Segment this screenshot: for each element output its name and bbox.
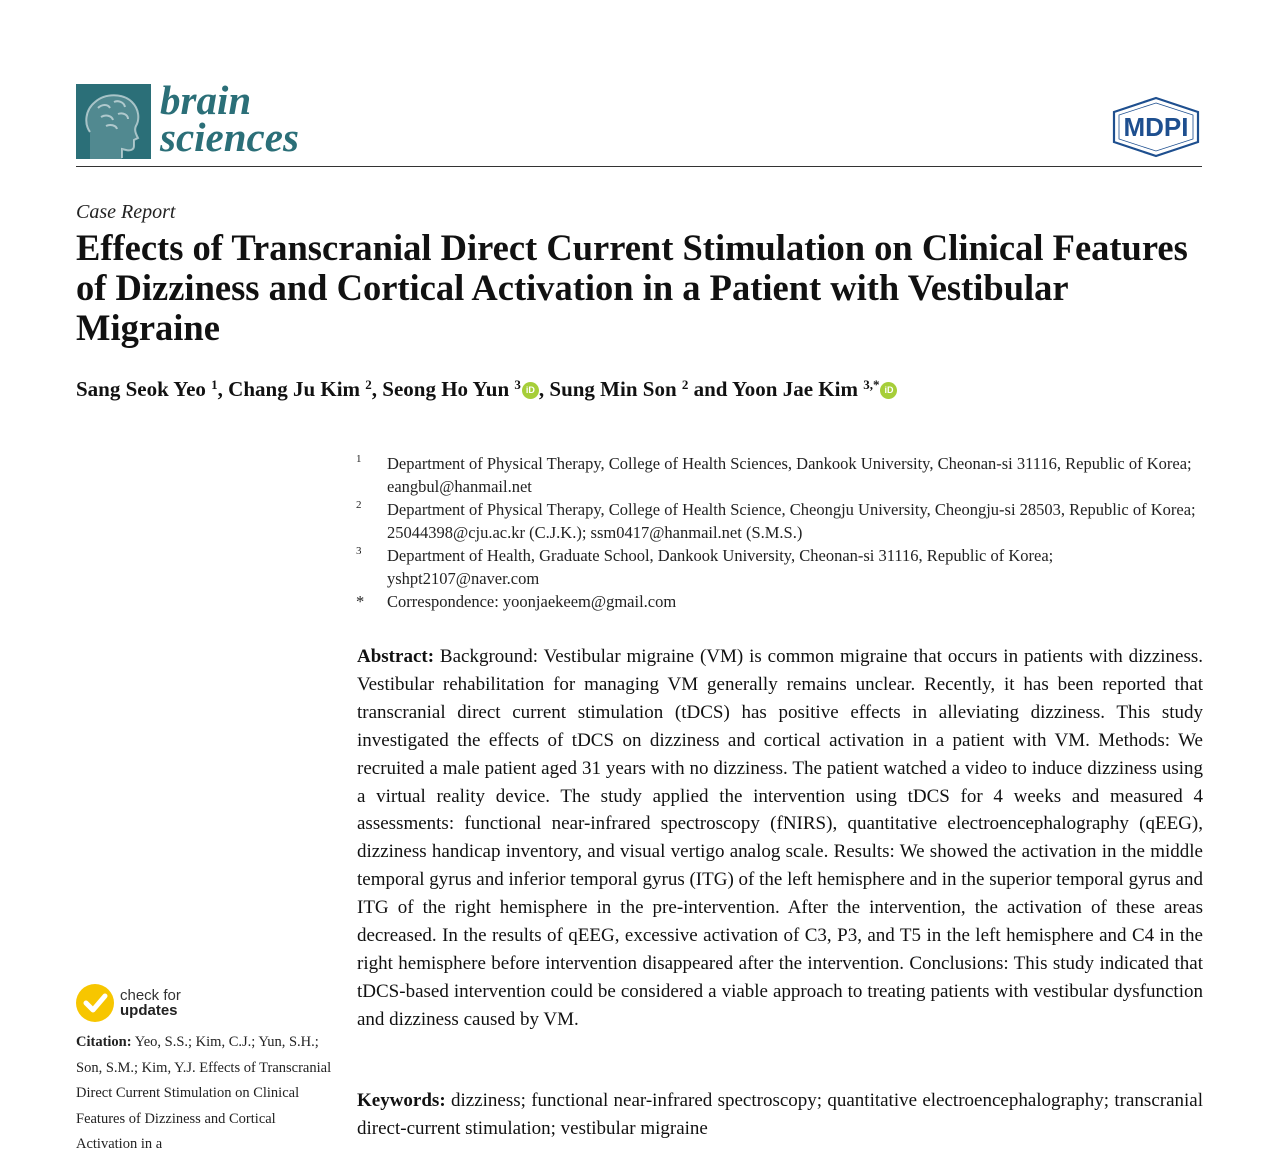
affiliation-item <box>356 452 1206 498</box>
article-title: Effects of Transcranial Direct Current Stimulation on Clinical Features of Dizziness and Cortical Activation in a Patient with Vestibular Migraine <box>76 227 1188 348</box>
orcid-icon[interactable]: iD <box>522 382 539 399</box>
brain-icon <box>76 84 151 159</box>
check-for-updates-button[interactable] <box>76 984 276 1024</box>
keywords-label: Keywords: <box>357 1090 446 1111</box>
correspondence-mark: * <box>356 592 365 611</box>
author-list <box>76 377 1206 402</box>
affiliation-number: 2 <box>356 499 362 511</box>
affiliation-number: 1 <box>356 453 362 465</box>
affiliation-text: Department of Physical Therapy, College of Health Sciences, Dankook University, Cheonan-si 31116, Republic of Korea; eangbul@hanmail.net <box>387 454 1192 496</box>
affiliation-text: Department of Physical Therapy, College of Health Science, Cheongju University, Cheongju-si 28503, Republic of Korea; 25044398@cju.ac.kr (C.J.K.); ssm0417@hanmail.net (S.M.S.) <box>387 500 1196 542</box>
journal-name <box>160 77 299 160</box>
check-for-updates-line2: updates <box>120 1002 178 1019</box>
author-name: Yoon Jae Kim <box>731 377 858 401</box>
affiliation-item <box>356 498 1206 544</box>
correspondence <box>356 590 1206 613</box>
orcid-icon[interactable]: iD <box>880 382 897 399</box>
author-affiliation: 2 <box>365 377 372 392</box>
citation-text: Yeo, S.S.; Kim, C.J.; Yun, S.H.; Son, S.M.; Kim, Y.J. Effects of Transcranial Direct Current Stimulation on Clinical Features of Dizziness and Cortical Activation in a <box>76 1034 332 1152</box>
abstract <box>357 643 1203 1034</box>
affiliation-text: Department of Health, Graduate School, Dankook University, Cheonan-si 31116, Republic of Korea; yshpt2107@naver.com <box>387 546 1054 588</box>
journal-name-line1: brain <box>160 77 252 123</box>
author-name: Sung Min Son <box>549 377 677 401</box>
abstract-text: Background: Vestibular migraine (VM) is common migraine that occurs in patients with dizziness. Vestibular rehabilitation for managing VM generally remains unclear. Recently, it has been reported that transcranial direct current stimulation (tDCS) has positive effects in alleviating dizziness. This study investigated the effects of tDCS on dizziness and cortical activation in a patient with VM. Methods: We recruited a male patient aged 31 years with no dizziness. The patient watched a video to induce dizziness using a virtual reality device. The study applied the intervention using tDCS for 4 weeks and measured 4 assessments: functional near-infrared spectroscopy (fNIRS), quantitative electroencephalography (qEEG), dizziness handicap inventory, and visual vertigo analog scale. Results: We showed the activation in the middle temporal gyrus and inferior temporal gyrus (ITG) of the left hemisphere and in the superior temporal gyrus and ITG of the right hemisphere in the pre-intervention. After the intervention, the activation of these areas decreased. In the results of qEEG, excessive activation of C3, P3, and T5 in the left hemisphere and C4 in the right hemisphere before intervention disappeared after the intervention. Conclusions: This study indicated that tDCS-based intervention could be considered a viable approach to treating patients with vestibular dysfunction and dizziness caused by VM. <box>357 646 1203 1030</box>
journal-name-line2: sciences <box>160 114 299 160</box>
author-name: Sang Seok Yeo <box>76 377 206 401</box>
author-separator: and <box>688 377 732 401</box>
author-separator: , <box>538 377 550 401</box>
check-for-updates-line1: check for <box>120 987 181 1004</box>
keywords <box>357 1087 1203 1143</box>
affiliation-item <box>356 544 1206 590</box>
author-affiliation: 3 <box>514 377 521 392</box>
author-separator: , <box>371 377 383 401</box>
journal-header <box>76 77 1202 168</box>
mdpi-logo-icon <box>1110 96 1202 158</box>
author-affiliation: 3,* <box>863 377 880 392</box>
author-name: Chang Ju Kim <box>228 377 361 401</box>
citation-label: Citation: <box>76 1034 132 1050</box>
header-rule <box>76 166 1202 167</box>
affiliations <box>356 452 1206 613</box>
author-affiliation: 2 <box>681 377 689 392</box>
correspondence-text: Correspondence: yoonjaekeem@gmail.com <box>387 592 677 611</box>
author-affiliation: 1 <box>211 377 218 392</box>
affiliation-number: 3 <box>356 545 362 557</box>
check-for-updates-icon <box>76 984 114 1022</box>
author-separator: , <box>217 377 229 401</box>
keywords-text: dizziness; functional near-infrared spectroscopy; quantitative electroencephalography; transcranial direct-current stimulation; vestibular migraine <box>357 1090 1204 1139</box>
citation <box>76 1030 338 1158</box>
publisher-name: MDPI <box>1123 112 1189 142</box>
abstract-label: Abstract: <box>357 646 435 667</box>
author-name: Seong Ho Yun <box>382 377 510 401</box>
article-type: Case Report <box>76 201 176 223</box>
